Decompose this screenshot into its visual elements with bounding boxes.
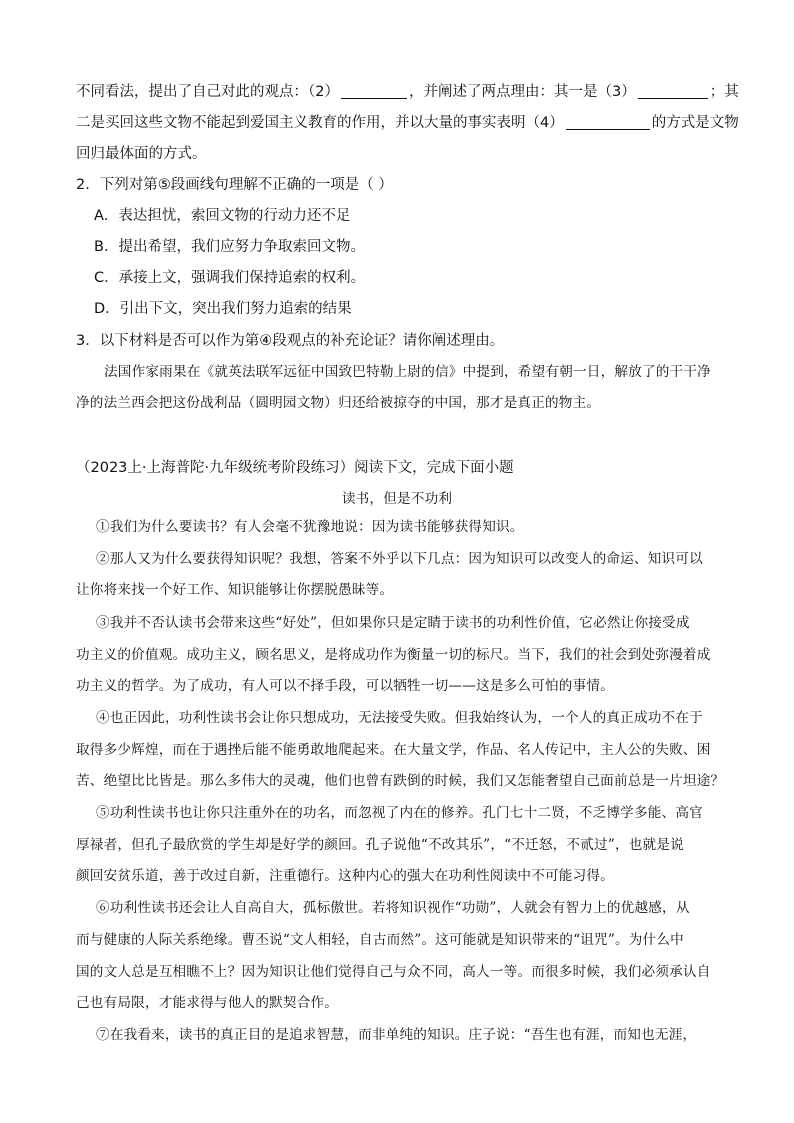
answer-blank-2[interactable]	[341, 84, 407, 99]
passage-line: 功主义的哲学。为了成功，有人可以不择手段，可以牺牲一切——这是多么可怕的事情。	[76, 678, 614, 694]
passage-line: 颜回安贫乐道，善于改过自新，注重德行。这种内心的强大在功利性阅读中不可能习得。	[76, 868, 614, 884]
passage-line: 取得多少辉煌，而在于遇挫后能不能勇敢地爬起来。在大量文学，作品、名人传记中，主人公的失败、困	[76, 742, 711, 758]
q2-option-b[interactable]: B．提出希望，我们应努力争取索回文物。	[94, 239, 365, 255]
passage-line: 苦、绝望比比皆是。那么多伟大的灵魂，他们也曾有跌倒的时候，我们又怎能奢望自己面前总是一片坦途？	[76, 773, 725, 789]
q1-text: 的方式是文物	[651, 115, 739, 131]
passage-title: 读书，但是不功利	[341, 491, 453, 507]
q1-text: ；其	[709, 84, 739, 100]
passage-line: ⑦在我看来，读书的真正目的是追求智慧，而非单纯的知识。庄子说：“吾生也有涯，而知也无涯，	[96, 1027, 697, 1043]
q1-line-3: 回归最体面的方式。	[76, 146, 207, 162]
q1-line-2	[76, 113, 739, 133]
answer-blank-3[interactable]	[638, 84, 708, 99]
passage-line: ②那人又为什么要获得知识呢？我想，答案不外乎以下几点：因为知识可以改变人的命运、知识可以	[96, 551, 703, 567]
q2-option-a[interactable]: A．表达担忧，索回文物的行动力还不足	[94, 208, 351, 224]
q3-stem: 3．以下材料是否可以作为第④段观点的补充论证？请你阐述理由。	[76, 333, 505, 349]
q1-line-1	[76, 82, 739, 102]
passage-line: ⑥功利性读书还会让人自高自大，孤标傲世。若将知识视作“功勋”，人就会有智力上的优越感，从	[96, 900, 690, 916]
q3-material-line-2: 净的法兰西会把这份战利品（圆明园文物）归还给被掠夺的中国，那才是真正的物主。	[76, 395, 601, 411]
q2-option-d[interactable]: D．引出下文，突出我们努力追索的结果	[94, 301, 352, 317]
q1-text: 二是买回这些文物不能起到爱国主义教育的作用，并以大量的事实表明（4）	[76, 115, 564, 131]
q3-material-line-1: 法国作家雨果在《就英法联军远征中国致巴特勒上尉的信》中提到，希望有朝一日，解放了的干干净	[104, 364, 711, 380]
passage-line: 厚禄者，但孔子最欣赏的学生却是好学的颜回。孔子说他“不改其乐”，“不迁怒，不贰过”，也就是说	[76, 837, 684, 853]
q1-text: ，并阐述了两点理由：其一是（3）	[408, 84, 636, 100]
passage-source: （2023上·上海普陀·九年级统考阶段练习）阅读下文，完成下面小题	[76, 460, 514, 476]
passage-line: ①我们为什么要读书？有人会毫不犹豫地说：因为读书能够获得知识。	[96, 519, 524, 535]
passage-line: 让你将来找一个好工作、知识能够让你摆脱愚昧等。	[76, 582, 394, 598]
passage-line: 国的文人总是互相瞧不上？因为知识让他们觉得自己与众不同，高人一等。而很多时候，我们必须承认自	[76, 964, 711, 980]
q2-option-c[interactable]: C．承接上文，强调我们保持追索的权利。	[94, 270, 366, 286]
q2-stem: 2．下列对第⑤段画线句理解不正确的一项是（ ）	[76, 177, 393, 193]
passage-line: 而与健康的人际关系绝缘。曹丕说“文人相轻，自古而然”。这可能就是知识带来的“诅咒”。为什么中	[76, 932, 684, 948]
passage-line: ⑤功利性读书也让你只注重外在的功名，而忽视了内在的修养。孔门七十二贤，不乏博学多能、高官	[96, 805, 703, 821]
passage-line: ③我并不否认读书会带来这些“好处”，但如果你只是定睛于读书的功利性价值，它必然让你接受成	[96, 615, 690, 631]
q1-text: 不同看法，提出了自己对此的观点：（2）	[76, 84, 339, 100]
passage-line: 功主义的价值观。成功主义，顾名思义，是将成功作为衡量一切的标尺。当下，我们的社会到处弥漫着成	[76, 647, 711, 663]
answer-blank-4[interactable]	[566, 115, 650, 130]
passage-line: ④也正因此，功利性读书会让你只想成功，无法接受失败。但我始终认为，一个人的真正成功不在于	[96, 710, 703, 726]
passage-line: 己也有局限，才能求得与他人的默契合作。	[76, 995, 339, 1011]
